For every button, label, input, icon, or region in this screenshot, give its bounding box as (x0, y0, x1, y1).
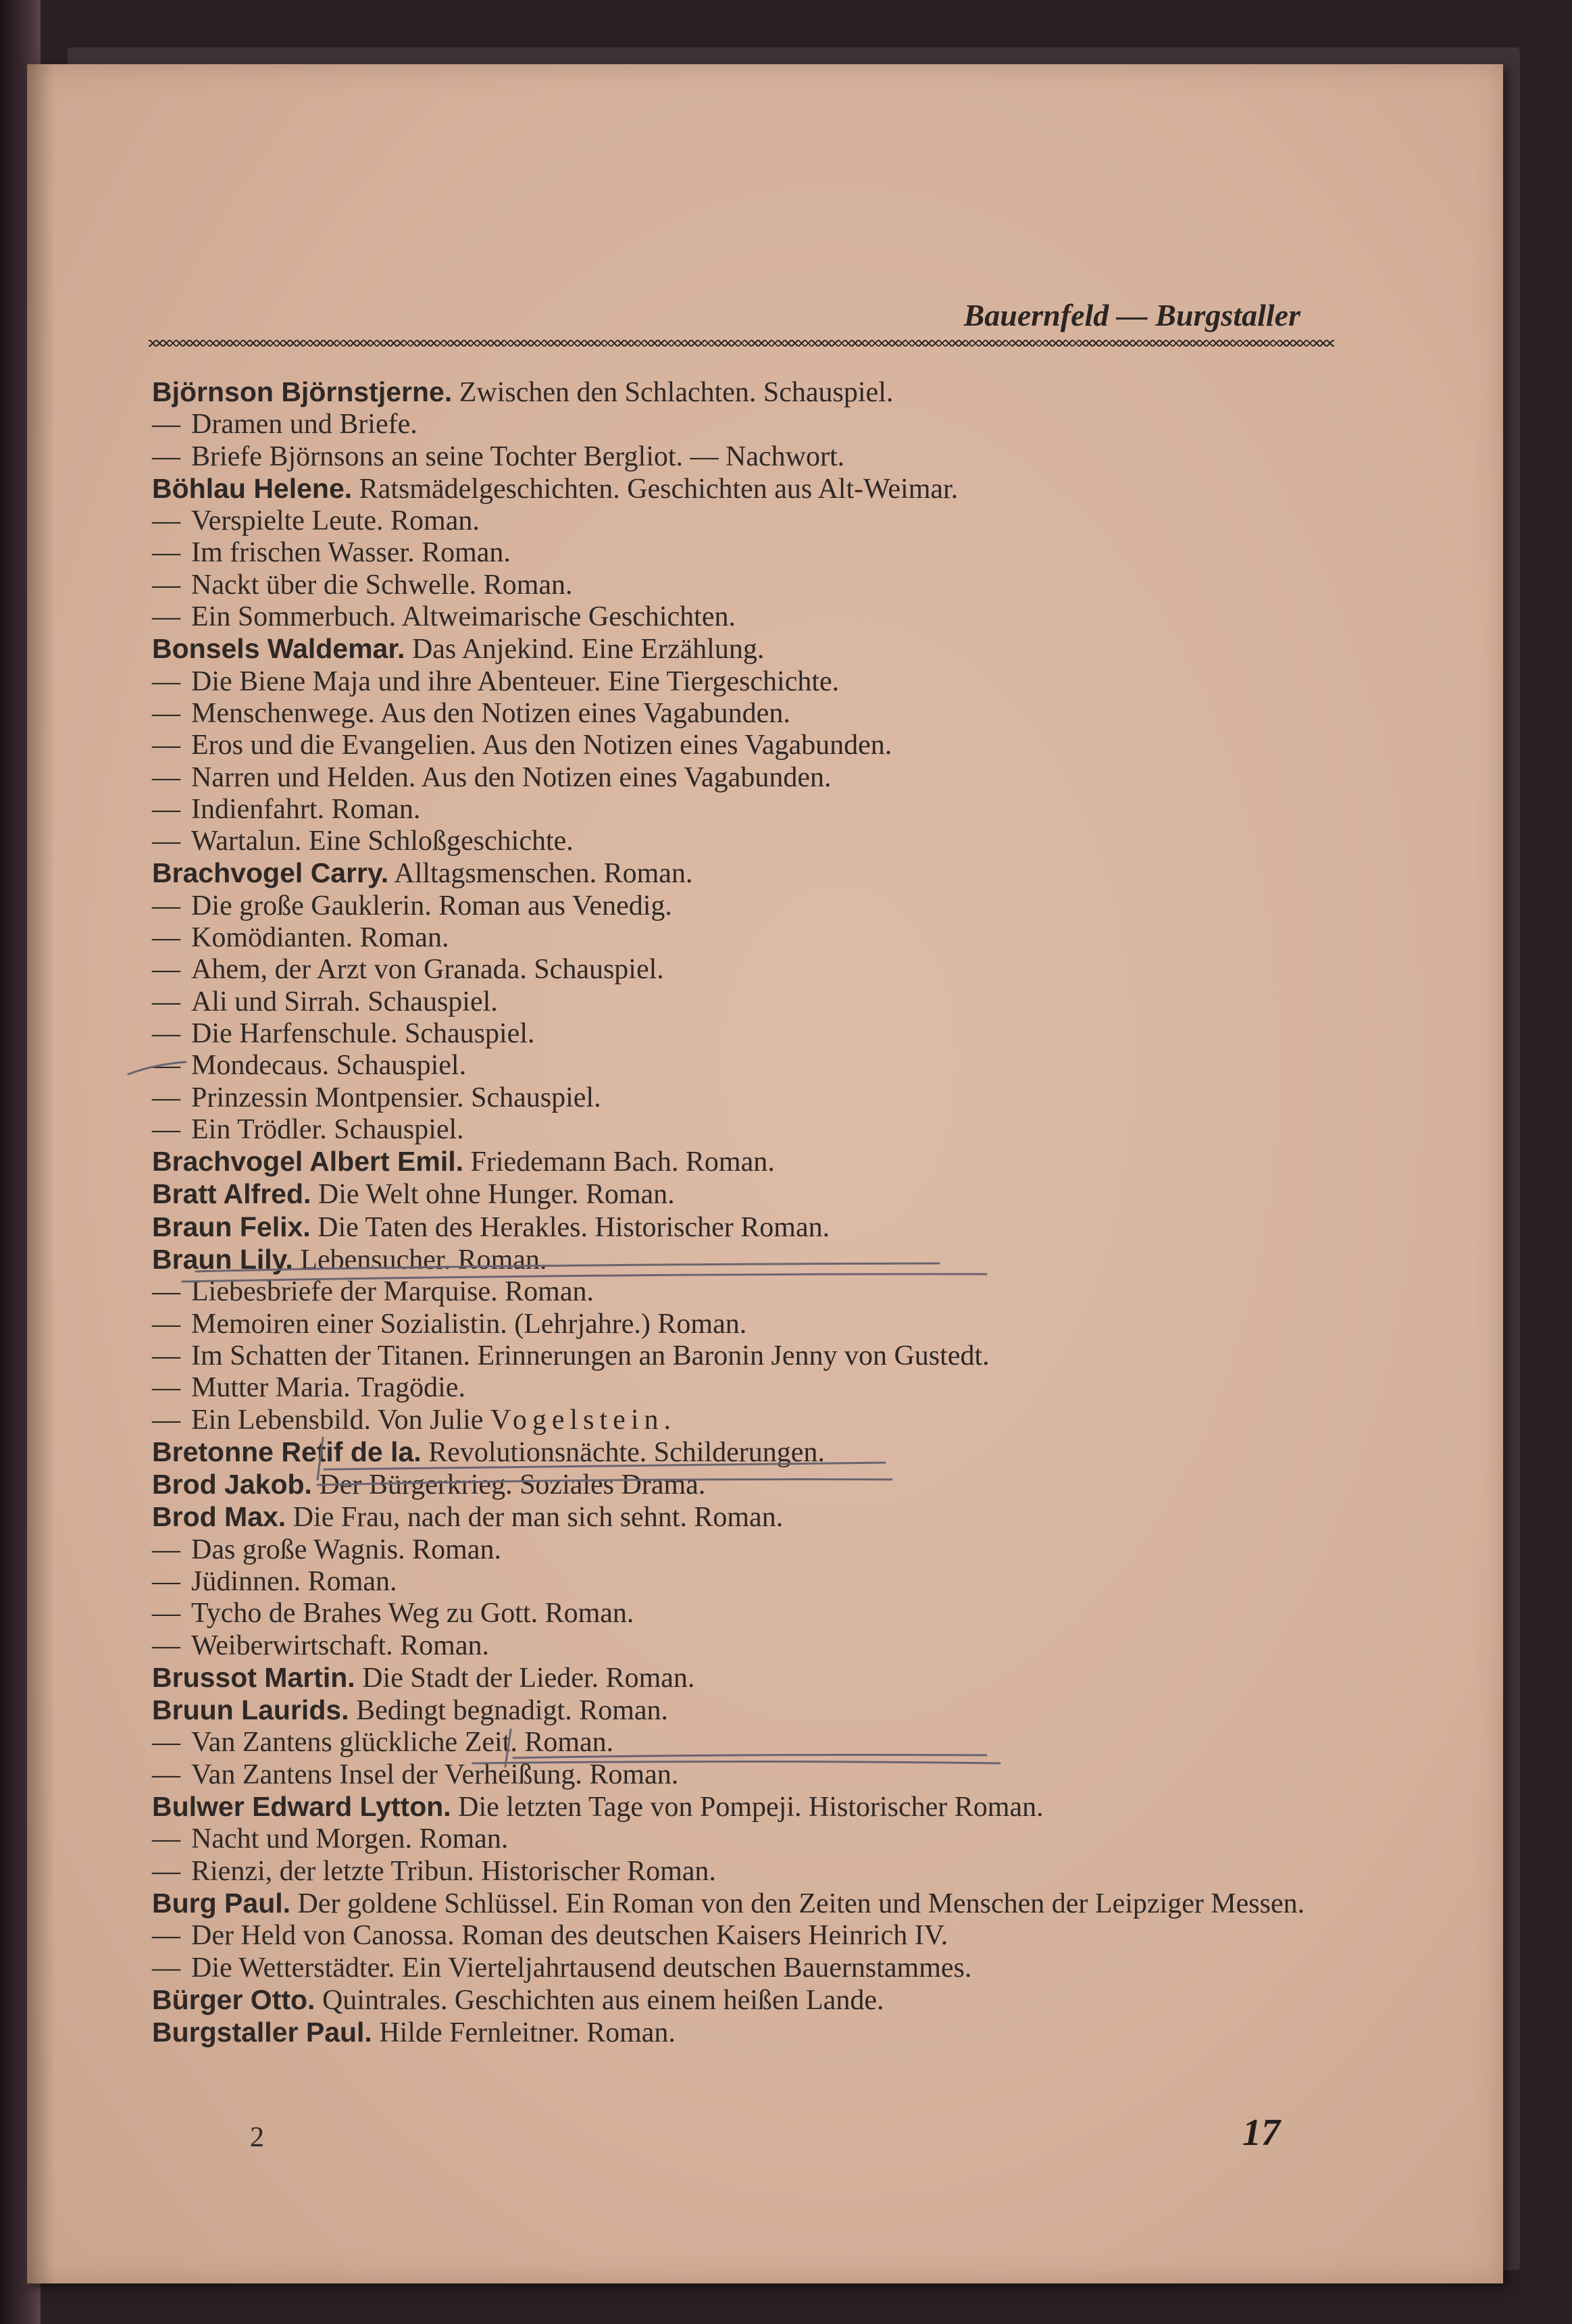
entry-author: Braun Lily. (152, 1244, 293, 1275)
entry-dash: — (152, 1276, 180, 1308)
catalog-entry (152, 570, 1354, 601)
entry-title: Van Zantens Insel der Verheißung. Roman. (191, 1759, 679, 1790)
entry-dash: — (152, 1404, 180, 1436)
entry-dash: — (152, 1598, 180, 1630)
entry-title: Zwischen den Schlachten. Schauspiel. (459, 377, 894, 408)
entry-title: Van Zantens glückliche Zeit. Roman. (191, 1727, 614, 1759)
catalog-entry (152, 1082, 1354, 1114)
entry-title: Eros und die Evangelien. Aus den Notizen eines Vagabunden. (191, 730, 892, 761)
catalog-entry (152, 1405, 1354, 1436)
entry-title: Der Bürgerkrieg. Soziales Drama. (319, 1469, 706, 1501)
entry-dash: — (152, 569, 180, 601)
catalog-entry (152, 857, 1354, 890)
entry-dash: — (152, 1308, 180, 1340)
entry-title: Bedingt begnadigt. Roman. (356, 1695, 669, 1727)
catalog-entry (152, 1244, 1354, 1276)
catalog-entries (152, 376, 1354, 2049)
catalog-entry (152, 633, 1354, 665)
catalog-entry (152, 1791, 1354, 1823)
entry-dash: — (152, 1050, 180, 1082)
entry-author: Braun Felix. (152, 1211, 311, 1242)
entry-title: Die Biene Maja und ihre Abenteuer. Eine Tiergeschichte. (191, 665, 840, 697)
signature-mark: 2 (250, 2122, 264, 2153)
entry-title: Verspielte Leute. Roman. (191, 505, 480, 537)
spine-shadow (27, 64, 54, 2283)
catalog-entry (152, 890, 1354, 922)
entry-title: Nackt über die Schwelle. Roman. (191, 569, 573, 601)
entry-dash: — (152, 1727, 180, 1759)
header-rule (149, 340, 1334, 347)
entry-dash: — (152, 761, 180, 793)
catalog-entry (152, 1984, 1354, 2017)
entry-title: Nacht und Morgen. Roman. (191, 1823, 509, 1855)
entry-author: Bonsels Waldemar. (152, 633, 405, 665)
catalog-entry (152, 1823, 1354, 1855)
entry-title: Hilde Fernleitner. Roman. (379, 2017, 676, 2049)
entry-dash: — (152, 537, 180, 569)
entry-title: Friedemann Bach. Roman. (470, 1146, 775, 1178)
entry-title: Mutter Maria. Tragödie. (191, 1372, 465, 1404)
catalog-entry (152, 1694, 1354, 1727)
catalog-entry (152, 1566, 1354, 1598)
entry-dash: — (152, 1082, 180, 1113)
catalog-entry (152, 1598, 1354, 1630)
entry-author: Bulwer Edward Lytton. (152, 1791, 451, 1823)
catalog-entry (152, 1662, 1354, 1694)
catalog-entry (152, 730, 1354, 761)
catalog-entry (152, 1276, 1354, 1308)
entry-dash: — (152, 826, 180, 857)
entry-title: Liebesbriefe der Marquise. Roman. (191, 1276, 594, 1308)
entry-dash: — (152, 986, 180, 1017)
catalog-entry (152, 1436, 1354, 1469)
entry-title: Das große Wagnis. Roman. (191, 1534, 501, 1565)
entry-title: Die Harfenschule. Schauspiel. (191, 1017, 535, 1049)
entry-title: Die Wetterstädter. Ein Vierteljahrtausend deutschen Bauernstammes. (191, 1952, 972, 1984)
entry-dash: — (152, 697, 180, 729)
entry-title: Der goldene Schlüssel. Ein Roman von den Zeiten und Menschen der Leipziger Messen. (297, 1888, 1305, 1919)
entry-title: Memoiren einer Sozialistin. (Lehrjahre.) Roman. (191, 1308, 747, 1340)
entry-title: Ratsmädelgeschichten. Geschichten aus Alt-Weimar. (359, 473, 959, 505)
catalog-entry (152, 1178, 1354, 1211)
entry-dash: — (152, 730, 180, 761)
entry-title: Quintrales. Geschichten aus einem heißen Lande. (322, 1984, 884, 2016)
entry-dash: — (152, 1017, 180, 1049)
catalog-entry (152, 2017, 1354, 2049)
entry-author: Böhlau Helene. (152, 472, 353, 504)
entry-title: Ein Lebensbild. Von Julie (191, 1404, 484, 1436)
entry-dash: — (152, 409, 180, 440)
entry-title: Revolutionsnächte. Schilderungen. (428, 1436, 825, 1468)
entry-title: Weiberwirtschaft. Roman. (191, 1630, 489, 1661)
catalog-entry (152, 601, 1354, 633)
entry-author: Bratt Alfred. (152, 1178, 311, 1210)
entry-title: Im frischen Wasser. Roman. (191, 537, 511, 569)
catalog-entry (152, 1888, 1354, 1920)
catalog-entry (152, 1856, 1354, 1888)
entry-spaced-name: Vogelstein. (490, 1404, 676, 1436)
entry-dash: — (152, 1952, 180, 1984)
entry-title: Indienfahrt. Roman. (191, 793, 421, 825)
entry-title: Alltagsmenschen. Roman. (394, 858, 693, 890)
catalog-entry (152, 1050, 1354, 1082)
catalog-entry (152, 1211, 1354, 1244)
catalog-entry (152, 762, 1354, 794)
catalog-entry (152, 409, 1354, 440)
entry-author: Brachvogel Albert Emil. (152, 1146, 463, 1178)
entry-dash: — (152, 1823, 180, 1855)
catalog-entry (152, 698, 1354, 730)
catalog-entry (152, 1146, 1354, 1178)
entry-title: Dramen und Briefe. (191, 409, 417, 440)
entry-dash: — (152, 1534, 180, 1565)
catalog-entry (152, 1018, 1354, 1050)
entry-dash: — (152, 440, 180, 472)
entry-title: Narren und Helden. Aus den Notizen eines Vagabunden. (191, 761, 832, 793)
catalog-entry (152, 505, 1354, 537)
entry-dash: — (152, 1113, 180, 1145)
entry-dash: — (152, 601, 180, 633)
entry-title: Rienzi, der letzte Tribun. Historischer Roman. (191, 1855, 716, 1887)
entry-title: Menschenwege. Aus den Notizen eines Vagabunden. (191, 697, 790, 729)
entry-author: Björnson Björnstjerne. (152, 376, 453, 407)
running-head: Bauernfeld — Burgstaller (963, 298, 1300, 332)
entry-dash: — (152, 1759, 180, 1790)
entry-author: Brod Jakob. (152, 1469, 312, 1500)
entry-dash: — (152, 1372, 180, 1404)
catalog-entry (152, 954, 1354, 986)
entry-dash: — (152, 505, 180, 537)
entry-title: Ali und Sirrah. Schauspiel. (191, 986, 498, 1017)
entry-dash: — (152, 890, 180, 921)
entry-dash: — (152, 1855, 180, 1887)
entry-author: Bürger Otto. (152, 1984, 315, 2015)
catalog-entry (152, 441, 1354, 473)
catalog-entry (152, 1727, 1354, 1759)
entry-author: Brachvogel Carry. (152, 857, 389, 889)
page-number: 17 (1242, 2112, 1280, 2154)
entry-dash: — (152, 665, 180, 697)
entry-title: Jüdinnen. Roman. (191, 1565, 397, 1597)
entry-dash: — (152, 922, 180, 954)
catalog-entry (152, 1340, 1354, 1372)
entry-title: Komödianten. Roman. (191, 922, 449, 954)
entry-dash: — (152, 1565, 180, 1597)
entry-title: Ein Trödler. Schauspiel. (191, 1113, 464, 1145)
entry-dash: — (152, 1340, 180, 1371)
entry-author: Brod Max. (152, 1501, 286, 1533)
entry-title: Briefe Björnsons an seine Tochter Bergliot. — Nachwort. (191, 440, 845, 472)
catalog-entry (152, 1920, 1354, 1952)
catalog-entry (152, 1469, 1354, 1501)
entry-author: Brussot Martin. (152, 1661, 355, 1693)
entry-title: Die Welt ohne Hunger. Roman. (318, 1179, 675, 1211)
entry-author: Bretonne Retif de la. (152, 1436, 422, 1467)
entry-title: Prinzessin Montpensier. Schauspiel. (191, 1082, 601, 1113)
catalog-entry (152, 922, 1354, 954)
catalog-entry (152, 1630, 1354, 1662)
book-page (27, 64, 1503, 2283)
catalog-entry (152, 537, 1354, 569)
entry-title: Im Schatten der Titanen. Erinnerungen an Baronin Jenny von Gustedt. (191, 1340, 990, 1371)
entry-title: Die Stadt der Lieder. Roman. (362, 1662, 695, 1694)
catalog-entry (152, 826, 1354, 857)
entry-title: Die Frau, nach der man sich sehnt. Roman. (293, 1502, 784, 1534)
catalog-entry (152, 1114, 1354, 1146)
entry-dash: — (152, 1630, 180, 1661)
catalog-entry (152, 666, 1354, 698)
entry-title: Wartalun. Eine Schloßgeschichte. (191, 826, 574, 857)
catalog-entry (152, 473, 1354, 505)
catalog-entry (152, 1372, 1354, 1404)
entry-author: Burg Paul. (152, 1887, 291, 1919)
entry-author: Burgstaller Paul. (152, 2017, 372, 2048)
entry-dash: — (152, 1920, 180, 1952)
entry-author: Bruun Laurids. (152, 1694, 349, 1726)
entry-title: Ahem, der Arzt von Granada. Schauspiel. (191, 954, 664, 986)
catalog-entry (152, 1309, 1354, 1340)
catalog-entry (152, 1952, 1354, 1984)
entry-title: Die große Gauklerin. Roman aus Venedig. (191, 890, 672, 921)
entry-title: Mondecaus. Schauspiel. (191, 1050, 467, 1082)
entry-title: Der Held von Canossa. Roman des deutschen Kaisers Heinrich IV. (191, 1920, 948, 1952)
catalog-entry (152, 1501, 1354, 1534)
catalog-entry (152, 986, 1354, 1018)
entry-title: Lebensucher. Roman. (300, 1244, 547, 1276)
entry-title: Die Taten des Herakles. Historischer Roman. (318, 1211, 830, 1243)
catalog-entry (152, 794, 1354, 826)
catalog-entry (152, 1534, 1354, 1566)
entry-title: Tycho de Brahes Weg zu Gott. Roman. (191, 1598, 634, 1630)
entry-title: Das Anjekind. Eine Erzählung. (411, 634, 765, 665)
entry-title: Die letzten Tage von Pompeji. Historischer Roman. (458, 1792, 1044, 1823)
catalog-entry (152, 376, 1354, 409)
entry-dash: — (152, 793, 180, 825)
entry-dash: — (152, 954, 180, 986)
entry-title: Ein Sommerbuch. Altweimarische Geschichten. (191, 601, 736, 633)
catalog-entry (152, 1759, 1354, 1791)
